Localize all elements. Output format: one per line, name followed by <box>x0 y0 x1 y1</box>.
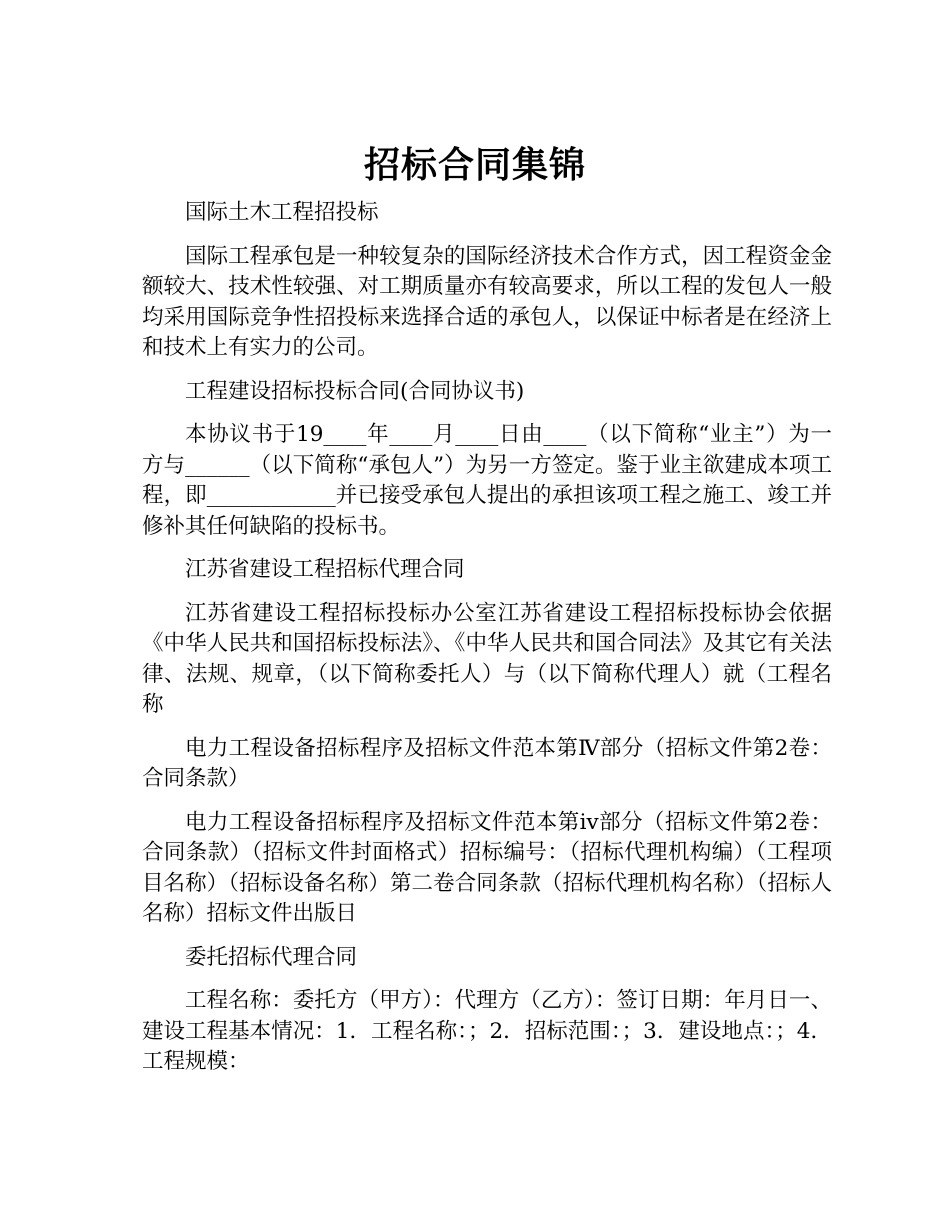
paragraph-power-equipment-part4-details: 电力工程设备招标程序及招标文件范本第ⅳ部分（招标文件第2卷：合同条款）（招标文件封面格式）招标编号：（招标代理机构编）（工程项目名称）（招标设备名称）第二卷合同条款（招标代理机构名称）（招标人名称）招标文件出版日 <box>142 809 832 926</box>
section-heading-entrusted-agency-contract: 委托招标代理合同 <box>185 944 358 970</box>
section-heading-intl-civil-bidding: 国际土木工程招投标 <box>185 200 379 225</box>
section-heading-jiangsu-agency-contract: 江苏省建设工程招标代理合同 <box>185 557 465 582</box>
paragraph-power-equipment-part4: 电力工程设备招标程序及招标文件范本第Ⅳ部分（招标文件第2卷：合同条款） <box>142 735 832 791</box>
section-heading-construction-bid-contract: 工程建设招标投标合同(合同协议书) <box>185 378 525 404</box>
paragraph-agreement: 本协议书于19____年____月____日由____（以下简称“业主”）为一方与______（以下简称“承包人”）为另一方签定。鉴于业主欲建成本项工程，即____________并已接受承包人提出的承担该项工程之施工、竣工并修补其任何缺陷的投标书。 <box>142 422 832 539</box>
paragraph-jiangsu-office: 江苏省建设工程招标投标办公室江苏省建设工程招标投标协会依据《中华人民共和国招标投标法》、《中华人民共和国合同法》及其它有关法律、法规、规章，（以下简称委托人）与（以下简称代理人）就（工程名称 <box>142 600 832 717</box>
paragraph-project-info: 工程名称：委托方（甲方）：代理方（乙方）：签订日期：年月日一、建设工程基本情况：1．工程名称：；2．招标范围：；3．建设地点：；4．工程规模： <box>142 988 832 1074</box>
document-title: 招标合同集锦 <box>363 145 586 187</box>
document-body <box>142 198 832 1091</box>
paragraph-intl-contracting: 国际工程承包是一种较复杂的国际经济技术合作方式，因工程资金金额较大、技术性较强、对工期质量亦有较高要求，所以工程的发包人一般均采用国际竞争性招投标来选择合适的承包人，以保证中标者是在经济上和技术上有实力的公司。 <box>142 243 832 360</box>
